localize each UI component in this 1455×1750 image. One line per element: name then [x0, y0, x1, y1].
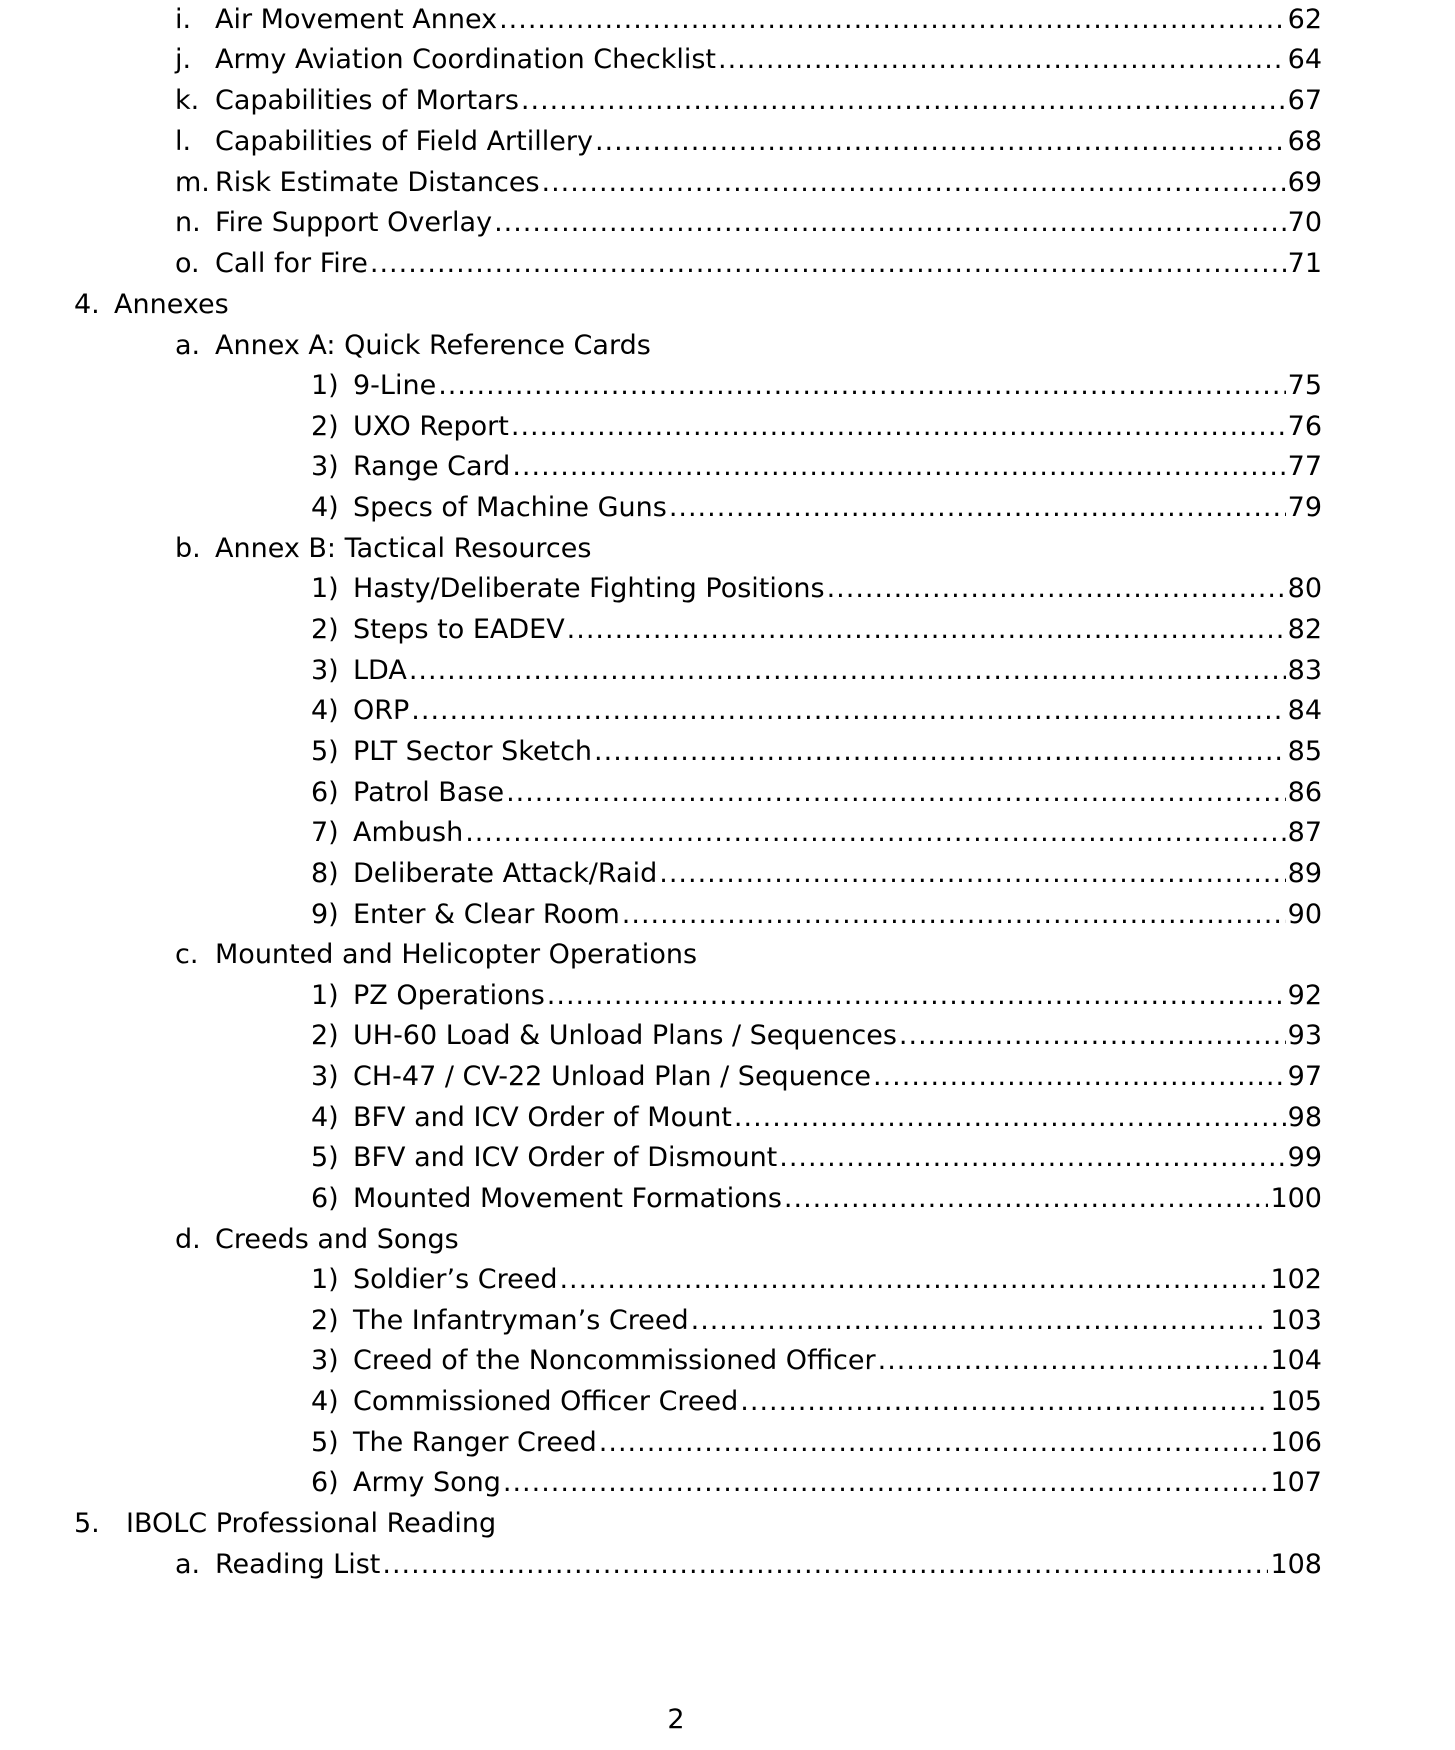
toc-marker: a. [175, 330, 201, 361]
toc-item [311, 569, 1322, 609]
toc-title: Steps to EADEV [353, 614, 565, 645]
toc-title: Air Movement Annex [215, 4, 498, 35]
toc-page-number: 100 [1270, 1183, 1322, 1214]
toc-marker: 4. [74, 289, 100, 320]
toc-page-number: 93 [1287, 1020, 1322, 1051]
toc-title: Mounted and Helicopter Operations [215, 939, 698, 970]
toc-title: Annexes [114, 289, 229, 320]
toc-marker: 7) [311, 817, 339, 848]
toc-item [311, 732, 1322, 772]
toc-title: Patrol Base [353, 777, 505, 808]
dot-leader [382, 1545, 1268, 1585]
toc-title: Specs of Machine Guns [353, 492, 667, 523]
dot-leader [512, 447, 1285, 487]
dot-leader [669, 488, 1286, 528]
toc-page-number: 103 [1270, 1305, 1322, 1336]
toc-page-number: 108 [1270, 1549, 1322, 1580]
toc-title: Soldier’s Creed [353, 1264, 558, 1295]
toc-page-number: 98 [1287, 1102, 1322, 1133]
toc-page-number: 90 [1287, 899, 1322, 930]
toc-subsection [175, 529, 1322, 569]
toc-marker: 2) [311, 614, 339, 645]
toc-item [311, 1098, 1322, 1138]
toc-page-number: 99 [1287, 1142, 1322, 1173]
toc-item [311, 1138, 1322, 1178]
dot-leader [547, 976, 1286, 1016]
toc-marker: 1) [311, 370, 339, 401]
toc-item [311, 1301, 1322, 1341]
dot-leader [594, 732, 1286, 772]
toc-title: Range Card [353, 451, 511, 482]
toc-title: Army Song [353, 1467, 501, 1498]
toc-title: PLT Sector Sketch [353, 736, 593, 767]
toc-title: 9-Line [353, 370, 437, 401]
toc-subsection [175, 244, 1322, 284]
toc-title: ORP [353, 695, 410, 726]
dot-leader [494, 203, 1286, 243]
toc-page-number: 70 [1287, 207, 1322, 238]
toc-marker: 5. [74, 1508, 100, 1539]
toc-item [311, 407, 1322, 447]
dot-leader [734, 1098, 1286, 1138]
toc-page-number: 102 [1270, 1264, 1322, 1295]
toc-page-number: 105 [1270, 1386, 1322, 1417]
toc-page-number: 82 [1287, 614, 1322, 645]
toc-subsection [175, 326, 1322, 366]
dot-leader [599, 1423, 1269, 1463]
dot-leader [438, 366, 1285, 406]
toc-marker: i. [175, 4, 192, 35]
toc-marker: 4) [311, 695, 339, 726]
toc-page-number: 83 [1287, 655, 1322, 686]
toc-marker: a. [175, 1549, 201, 1580]
dot-leader [370, 244, 1286, 284]
toc-item [311, 813, 1322, 853]
toc-item [311, 1423, 1322, 1463]
toc-title: Enter & Clear Room [353, 899, 620, 930]
toc-marker: k. [175, 85, 200, 116]
toc-page-number: 80 [1287, 573, 1322, 604]
dot-leader [559, 1260, 1268, 1300]
toc-marker: 9) [311, 899, 339, 930]
toc-marker: 4) [311, 1102, 339, 1133]
toc-page-number: 69 [1287, 167, 1322, 198]
toc-marker: 1) [311, 573, 339, 604]
toc-title: LDA [353, 655, 407, 686]
toc-section [74, 1504, 1322, 1544]
toc-subsection [175, 935, 1322, 975]
toc-marker: m. [175, 167, 210, 198]
dot-leader [740, 1382, 1268, 1422]
dot-leader [659, 854, 1285, 894]
toc-item [311, 895, 1322, 935]
toc-marker: 5) [311, 1427, 339, 1458]
toc-title: Commissioned Officer Creed [353, 1386, 739, 1417]
toc-item [311, 610, 1322, 650]
toc-subsection [175, 81, 1322, 121]
toc-title: Ambush [353, 817, 464, 848]
toc-title: Annex A: Quick Reference Cards [215, 330, 651, 361]
toc-item [311, 1463, 1322, 1503]
toc-marker: l. [175, 126, 192, 157]
toc-item [311, 488, 1322, 528]
dot-leader [567, 610, 1286, 650]
toc-title: PZ Operations [353, 980, 545, 1011]
toc-item [311, 447, 1322, 487]
toc-marker: d. [175, 1224, 201, 1255]
toc-title: IBOLC Professional Reading [126, 1508, 497, 1539]
dot-leader [779, 1138, 1285, 1178]
toc-item [311, 1382, 1322, 1422]
toc-item [311, 651, 1322, 691]
toc-title: Creeds and Songs [215, 1224, 459, 1255]
toc-subsection [175, 1545, 1322, 1585]
toc-title: Reading List [215, 1549, 381, 1580]
toc-marker: o. [175, 248, 200, 279]
toc-title: BFV and ICV Order of Mount [353, 1102, 732, 1133]
toc-title: Capabilities of Mortars [215, 85, 519, 116]
dot-leader [499, 0, 1286, 40]
toc-item [311, 366, 1322, 406]
dot-leader [511, 407, 1286, 447]
toc-title: Annex B: Tactical Resources [215, 533, 592, 564]
toc-page-number: 79 [1287, 492, 1322, 523]
toc-title: Call for Fire [215, 248, 368, 279]
toc-title: CH-47 / CV-22 Unload Plan / Sequence [353, 1061, 871, 1092]
toc-title: Deliberate Attack/Raid [353, 858, 658, 889]
toc-page-number: 67 [1287, 85, 1322, 116]
toc-item [311, 691, 1322, 731]
dot-leader [465, 813, 1285, 853]
toc-item [311, 1057, 1322, 1097]
toc-section [74, 285, 1322, 325]
toc-marker: b. [175, 533, 201, 564]
toc-title: Army Aviation Coordination Checklist [215, 44, 717, 75]
toc-marker: c. [175, 939, 199, 970]
toc-item [311, 773, 1322, 813]
toc-title: UXO Report [353, 411, 509, 442]
toc-marker: j. [175, 44, 192, 75]
dot-leader [542, 163, 1286, 203]
toc-title: Capabilities of Field Artillery [215, 126, 593, 157]
toc-marker: n. [175, 207, 201, 238]
toc-marker: 3) [311, 1345, 339, 1376]
toc-page-number: 68 [1287, 126, 1322, 157]
toc-marker: 3) [311, 451, 339, 482]
dot-leader [718, 40, 1286, 80]
toc-subsection [175, 163, 1322, 203]
toc-subsection [175, 1220, 1322, 1260]
toc-title: Creed of the Noncommissioned Officer [353, 1345, 876, 1376]
toc-marker: 2) [311, 1020, 339, 1051]
toc-marker: 6) [311, 1183, 339, 1214]
toc-page-number: 104 [1270, 1345, 1322, 1376]
toc-marker: 5) [311, 736, 339, 767]
toc-marker: 4) [311, 1386, 339, 1417]
toc-marker: 5) [311, 1142, 339, 1173]
toc-title: The Infantryman’s Creed [353, 1305, 689, 1336]
toc-page-number: 86 [1287, 777, 1322, 808]
toc-page-number: 64 [1287, 44, 1322, 75]
toc-marker: 1) [311, 980, 339, 1011]
toc-marker: 1) [311, 1264, 339, 1295]
toc-page-number: 84 [1287, 695, 1322, 726]
toc-marker: 6) [311, 777, 339, 808]
dot-leader [691, 1301, 1269, 1341]
toc-title: Risk Estimate Distances [215, 167, 540, 198]
dot-leader [899, 1016, 1286, 1056]
toc-marker: 3) [311, 1061, 339, 1092]
toc-marker: 2) [311, 1305, 339, 1336]
toc-page-number: 107 [1270, 1467, 1322, 1498]
toc-item [311, 976, 1322, 1016]
toc-item [311, 1016, 1322, 1056]
toc-page-number: 76 [1287, 411, 1322, 442]
toc-page-number: 62 [1287, 4, 1322, 35]
toc-title: BFV and ICV Order of Dismount [353, 1142, 778, 1173]
toc-item [311, 1341, 1322, 1381]
toc-title: Mounted Movement Formations [353, 1183, 782, 1214]
toc-item [311, 1179, 1322, 1219]
toc-marker: 2) [311, 411, 339, 442]
toc-subsection [175, 122, 1322, 162]
toc-page-number: 106 [1270, 1427, 1322, 1458]
toc-marker: 6) [311, 1467, 339, 1498]
toc-title: UH-60 Load & Unload Plans / Sequences [353, 1020, 897, 1051]
toc-marker: 3) [311, 655, 339, 686]
toc-subsection [175, 0, 1322, 40]
toc-title: Fire Support Overlay [215, 207, 493, 238]
toc-title: The Ranger Creed [353, 1427, 597, 1458]
toc-marker: 4) [311, 492, 339, 523]
dot-leader [409, 651, 1286, 691]
dot-leader [878, 1341, 1269, 1381]
dot-leader [595, 122, 1286, 162]
toc-item [311, 1260, 1322, 1300]
toc-page-number: 77 [1287, 451, 1322, 482]
dot-leader [521, 81, 1286, 121]
toc-subsection [175, 203, 1322, 243]
toc-page-number: 89 [1287, 858, 1322, 889]
toc-title: Hasty/Deliberate Fighting Positions [353, 573, 825, 604]
dot-leader [827, 569, 1286, 609]
toc-page-number: 71 [1287, 248, 1322, 279]
toc-page-number: 97 [1287, 1061, 1322, 1092]
dot-leader [784, 1179, 1269, 1219]
toc-marker: 8) [311, 858, 339, 889]
dot-leader [873, 1057, 1286, 1097]
toc-subsection [175, 40, 1322, 80]
dot-leader [622, 895, 1286, 935]
toc-item [311, 854, 1322, 894]
dot-leader [506, 773, 1286, 813]
dot-leader [411, 691, 1285, 731]
dot-leader [503, 1463, 1269, 1503]
toc-page-number: 75 [1287, 370, 1322, 401]
toc-page-number: 92 [1287, 980, 1322, 1011]
toc-page-number: 87 [1287, 817, 1322, 848]
toc-page-number: 85 [1287, 736, 1322, 767]
page-number: 2 [667, 1704, 685, 1735]
